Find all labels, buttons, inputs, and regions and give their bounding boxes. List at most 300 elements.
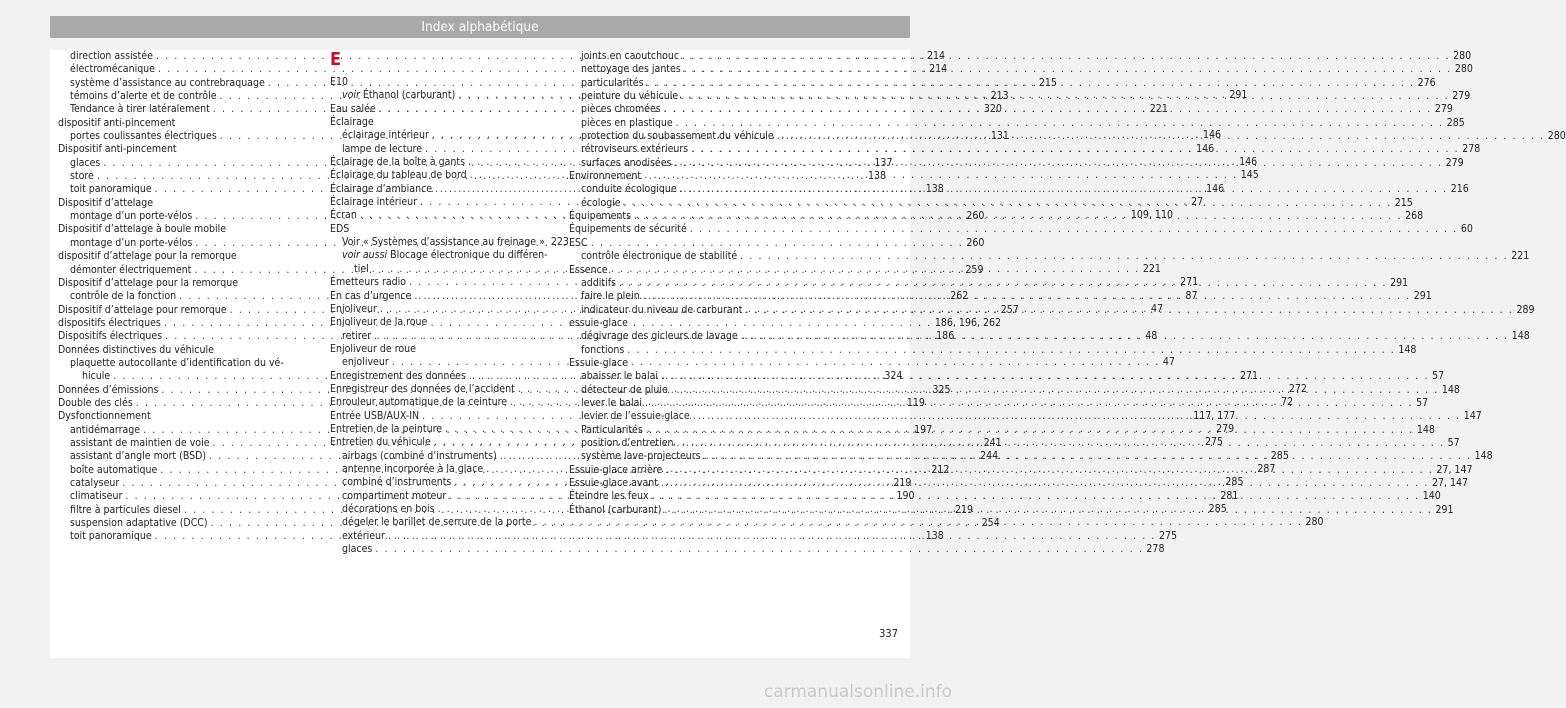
dot-leader xyxy=(619,277,1387,290)
index-term xyxy=(569,357,628,370)
index-term xyxy=(70,450,206,463)
index-term xyxy=(569,223,687,236)
dot-leader xyxy=(665,464,1433,477)
index-page-ref: 146 xyxy=(1239,156,1258,169)
index-page-ref: 279 xyxy=(1452,90,1471,103)
index-term xyxy=(70,237,192,250)
index-page-ref: 254 xyxy=(981,517,1000,530)
dot-leader xyxy=(647,77,1415,90)
index-term-text: extérieur xyxy=(342,529,385,542)
dot-leader xyxy=(740,250,1508,263)
index-term xyxy=(330,116,374,129)
index-page-ref: 325 xyxy=(932,383,951,396)
index-term-text: glaces xyxy=(342,543,373,556)
index-term xyxy=(581,330,738,343)
index-term-text: lampe de lecture xyxy=(342,142,423,155)
index-term-text: toit panoramique xyxy=(70,530,152,543)
index-term-text: Eau salée xyxy=(330,102,376,115)
index-term xyxy=(569,237,588,250)
index-page-ref: 291 xyxy=(1435,503,1454,516)
index-term xyxy=(569,264,608,277)
index-term xyxy=(330,183,432,196)
index-page-ref: 60 xyxy=(1460,223,1473,236)
index-term-text: fonctions xyxy=(581,343,625,356)
index-page-ref: 48 xyxy=(1145,329,1158,342)
section-letter: E xyxy=(330,49,342,70)
dot-leader xyxy=(690,223,1458,236)
index-entry xyxy=(569,343,1417,357)
index-page-ref: 119 xyxy=(906,396,925,409)
index-term xyxy=(581,344,624,357)
index-term xyxy=(581,290,640,303)
index-entry xyxy=(330,236,569,249)
index-term-text: Éteindre les feux xyxy=(569,490,649,503)
index-term xyxy=(581,410,690,423)
index-term-text: combiné d’instruments xyxy=(342,476,452,489)
index-term-text: montage d’un porte-vélos xyxy=(70,236,193,249)
index-term-text: Enregistrement des données xyxy=(330,369,466,382)
index-term xyxy=(342,476,451,489)
index-term xyxy=(581,384,668,397)
dot-leader xyxy=(680,183,1448,196)
index-term-text: Dispositif d’attelage xyxy=(58,196,154,209)
index-term xyxy=(569,210,631,223)
dot-leader xyxy=(634,210,1402,223)
index-term-text: faire le plein xyxy=(581,290,640,303)
index-term-text: Enregistreur des données de l’accident xyxy=(330,382,515,395)
index-term xyxy=(58,117,175,130)
index-page-ref: 131 xyxy=(990,130,1009,143)
index-page-ref: 47 xyxy=(1150,302,1163,315)
index-term xyxy=(581,370,658,383)
index-page-ref: 221 xyxy=(1142,262,1161,275)
index-page-ref: 275 xyxy=(1204,436,1223,449)
index-entry xyxy=(58,410,293,423)
index-term-text: position d’entretien xyxy=(581,436,674,449)
index-page-ref: 109, 110 xyxy=(1130,209,1173,222)
index-term xyxy=(70,464,157,477)
index-entry xyxy=(569,170,804,183)
index-term xyxy=(569,317,628,330)
index-term xyxy=(581,437,674,450)
index-term xyxy=(581,77,644,90)
index-term xyxy=(58,143,177,156)
index-term xyxy=(70,437,210,450)
index-entry xyxy=(330,76,565,89)
dot-leader xyxy=(682,50,1450,63)
index-term xyxy=(70,504,181,517)
index-term-text: Entretien de la peinture xyxy=(330,422,443,435)
index-term xyxy=(342,450,497,463)
index-page-ref: 281 xyxy=(1220,489,1239,502)
index-term xyxy=(330,343,416,356)
index-term xyxy=(70,357,284,370)
index-page-ref: 214 xyxy=(929,63,948,76)
index-term xyxy=(70,170,94,183)
index-term-text: filtre à particules diesel xyxy=(70,503,181,516)
dot-leader xyxy=(671,384,1439,397)
index-page-ref: 285 xyxy=(1446,116,1465,129)
index-term-text: enjoliveur xyxy=(342,356,389,369)
dot-leader xyxy=(661,477,1429,490)
dot-leader xyxy=(674,157,1442,170)
index-page-ref: 87 xyxy=(1185,289,1198,302)
index-page-ref: 138 xyxy=(925,530,944,543)
index-term-text: surfaces anodisées xyxy=(581,156,672,169)
index-term-text: Éthanol (carburant) xyxy=(569,503,662,516)
index-term-text: conduite écologique xyxy=(581,183,677,196)
index-term-text: tiel xyxy=(354,262,369,275)
index-term xyxy=(342,530,385,543)
index-term xyxy=(330,303,377,316)
index-term-text: antidémarrage xyxy=(70,423,141,436)
index-term-text: Enjoliveur xyxy=(330,302,377,315)
index-term xyxy=(581,304,742,317)
index-page-ref: 27 xyxy=(1191,196,1204,209)
index-page-ref: 262 xyxy=(950,290,969,303)
index-page-ref: 186 xyxy=(936,330,955,343)
dot-leader xyxy=(534,516,1302,529)
page-number: 337 xyxy=(879,627,898,640)
index-page-ref: 260 xyxy=(966,210,985,223)
index-term xyxy=(342,236,545,249)
dot-leader xyxy=(375,543,1143,556)
dot-leader xyxy=(624,197,1392,210)
index-term-text: indicateur du niveau de carburant xyxy=(581,303,743,316)
index-page-ref: 279 xyxy=(1445,156,1464,169)
index-page-ref: 280 xyxy=(1547,130,1566,143)
index-see-reference: voir xyxy=(342,89,360,102)
index-term-text: Dispositifs électriques xyxy=(58,330,163,343)
index-entry xyxy=(58,223,293,236)
index-term-text: abaisser le balai xyxy=(581,370,659,383)
index-page-ref: 320 xyxy=(983,103,1002,116)
index-term xyxy=(342,463,483,476)
index-term xyxy=(330,209,357,222)
dot-leader xyxy=(627,344,1395,357)
index-page-ref: 291 xyxy=(1229,89,1248,102)
index-term xyxy=(581,197,621,210)
index-term-text: écologie xyxy=(581,196,621,209)
index-term xyxy=(342,356,389,369)
index-term-text: store xyxy=(70,170,94,183)
index-page-ref: 271 xyxy=(1239,369,1258,382)
index-term-text: dégeler le barillet de serrure de la porte xyxy=(342,516,532,529)
index-term-text: essuie-glace xyxy=(569,316,628,329)
index-see-reference: voir aussi xyxy=(342,249,388,262)
index-term-text: assistant de maintien de voie xyxy=(70,436,210,449)
index-entry xyxy=(330,343,565,356)
index-page-ref: 221 xyxy=(1511,250,1530,263)
index-term-text: détecteur de pluie xyxy=(581,383,668,396)
index-term-text: Entrée USB/AUX-IN xyxy=(330,409,420,422)
index-page-ref: 280 xyxy=(1454,63,1473,76)
dot-leader xyxy=(664,103,1432,116)
index-term xyxy=(342,143,422,156)
index-term-text: éclairage intérieur xyxy=(342,129,429,142)
index-page-ref: 57 xyxy=(1416,396,1429,409)
index-term xyxy=(70,530,152,543)
index-term-text: glaces xyxy=(70,156,101,169)
index-term xyxy=(342,330,371,343)
index-term xyxy=(330,436,431,449)
index-term-text: Environnement xyxy=(569,170,642,183)
index-term-text: Données distinctives du véhicule xyxy=(58,343,214,356)
index-page-ref: 280 xyxy=(1305,516,1324,529)
index-term-text: levier de l’essuie-glace xyxy=(581,410,690,423)
dot-leader xyxy=(388,530,1156,543)
index-page-ref: 145 xyxy=(1240,169,1259,182)
index-term xyxy=(581,424,643,437)
index-page-ref: 57 xyxy=(1432,370,1445,383)
index-term xyxy=(581,143,688,156)
index-term-text: Enjoliveur de la roue xyxy=(330,316,428,329)
index-term xyxy=(330,316,427,329)
dot-leader xyxy=(643,290,1411,303)
index-term-text: Dispositif d’attelage pour la remorque xyxy=(58,276,239,289)
dot-leader xyxy=(652,490,1420,503)
index-term-text: suspension adaptative (DCC) xyxy=(70,517,208,530)
dot-leader xyxy=(645,397,1413,410)
index-term-text: Voir « Systèmes d’assistance au freinage » xyxy=(342,236,545,249)
index-term xyxy=(354,263,369,276)
index-page-ref: 47 xyxy=(1162,356,1175,369)
index-entry xyxy=(58,277,293,290)
index-term xyxy=(342,503,435,516)
index-page-ref: 148 xyxy=(1511,330,1530,343)
index-page-ref: 213 xyxy=(990,90,1009,103)
index-page-ref: 279 xyxy=(1216,422,1235,435)
index-term xyxy=(58,330,162,343)
index-term xyxy=(581,157,671,170)
index-term-text: Enrouleur automatique de la ceinture xyxy=(330,396,508,409)
index-page-ref: 147 xyxy=(1463,410,1482,423)
index-term xyxy=(70,103,210,116)
index-term-text: Particularités xyxy=(581,423,643,436)
index-term xyxy=(70,63,155,76)
index-term-text: électromécanique xyxy=(70,63,155,76)
index-term xyxy=(70,90,217,103)
index-term-text: E10 xyxy=(330,76,348,88)
index-page-ref: 27, 147 xyxy=(1432,477,1469,489)
dot-leader xyxy=(681,90,1449,103)
index-term xyxy=(569,170,641,183)
index-term-text: contrôle électronique de stabilité xyxy=(581,250,738,263)
index-term xyxy=(70,157,100,170)
index-page-ref: 241 xyxy=(983,436,1002,449)
index-entry xyxy=(569,223,1473,236)
index-page-ref: 146 xyxy=(1196,142,1215,155)
index-term-text: montage d’un porte-vélos xyxy=(70,210,193,223)
index-term xyxy=(70,77,265,90)
dot-leader xyxy=(664,504,1432,517)
index-page-ref: 272 xyxy=(1288,382,1307,395)
dot-leader xyxy=(677,437,1445,450)
index-page-ref: 138 xyxy=(925,183,944,196)
index-term-text: Éclairage d’ambiance xyxy=(330,182,433,195)
index-term xyxy=(70,490,122,503)
index-term-text: décorations en bois xyxy=(342,503,435,515)
index-page-ref: 287 xyxy=(1257,462,1276,475)
index-term-text: toit panoramique xyxy=(70,183,152,196)
index-page-ref: 140 xyxy=(1422,490,1441,503)
index-term-text: Données d’émissions xyxy=(58,383,159,396)
index-term-text: rétroviseurs extérieurs xyxy=(581,143,689,156)
index-term-text: boîte automatique xyxy=(70,463,158,476)
index-page-ref: 275 xyxy=(1159,529,1178,542)
dot-leader xyxy=(676,117,1444,130)
index-page-ref: 289 xyxy=(1516,303,1535,316)
index-term xyxy=(569,477,658,490)
index-page-ref: 27, 147 xyxy=(1436,463,1473,476)
index-page-ref: 214 xyxy=(926,50,945,62)
index-entry xyxy=(58,117,293,130)
index-term-text: dispositif d’attelage pour la remorque xyxy=(58,250,237,263)
index-term xyxy=(58,277,238,290)
index-term-text: Blocage électronique du différen- xyxy=(387,249,548,262)
index-term xyxy=(70,290,176,303)
index-term-text: pièces en plastique xyxy=(581,116,673,129)
index-term xyxy=(330,169,467,182)
index-page-ref: 148 xyxy=(1416,423,1435,436)
index-page-ref: 280 xyxy=(1453,50,1472,62)
index-term xyxy=(330,223,349,236)
index-term xyxy=(581,90,678,103)
index-term xyxy=(330,103,376,116)
index-term-text: Essuie-glace xyxy=(569,356,629,369)
index-term xyxy=(581,183,677,196)
index-term-text: Essuie-glace avant xyxy=(569,477,658,489)
index-term-text: Dispositif d’attelage pour remorque xyxy=(58,303,227,316)
index-term xyxy=(330,196,417,209)
index-term-text: système lave-projecteurs xyxy=(581,450,701,463)
index-term xyxy=(342,249,548,262)
index-page-ref: 137 xyxy=(874,156,893,169)
index-page-ref: 219 xyxy=(954,503,973,516)
index-term xyxy=(70,183,152,196)
index-term-text: Éclairage du tableau de bord xyxy=(330,169,467,182)
index-term-text: Essuie-glace arrière xyxy=(569,463,663,476)
index-entry xyxy=(330,316,565,329)
index-term xyxy=(581,250,737,263)
index-page-ref: 148 xyxy=(1441,383,1460,396)
dot-leader xyxy=(693,410,1461,423)
index-term xyxy=(58,344,214,357)
index-page-ref: 216 xyxy=(1450,183,1469,196)
index-term xyxy=(330,423,442,436)
page-header xyxy=(50,16,910,38)
index-term xyxy=(569,504,661,517)
index-term-text: compartiment moteur xyxy=(342,489,447,502)
index-term xyxy=(58,410,151,423)
index-term-text: portes coulissantes électriques xyxy=(70,130,217,143)
index-page-ref: 215 xyxy=(1038,76,1057,89)
index-entry xyxy=(330,223,565,236)
index-term-text: dispositif anti-pincement xyxy=(58,116,176,129)
index-entry xyxy=(330,543,1165,556)
index-term xyxy=(581,450,701,463)
index-term xyxy=(342,89,455,102)
index-term-text: climatiseur xyxy=(70,490,123,503)
index-page-ref: 186, 196, 262 xyxy=(934,316,1001,329)
dot-leader xyxy=(684,63,1452,76)
index-term xyxy=(58,250,237,263)
index-entry xyxy=(569,264,804,277)
index-page-ref: 268 xyxy=(1405,210,1424,223)
index-entry xyxy=(58,357,293,370)
index-term-text: pièces chromées xyxy=(581,103,661,116)
index-term-text: retirer xyxy=(342,329,372,342)
index-term xyxy=(58,197,153,210)
index-entry xyxy=(569,250,1530,263)
index-term-text: protection du soubassement du véhicule xyxy=(581,130,774,143)
index-term xyxy=(58,317,161,330)
index-term-text: assistant d’angle mort (BSD) xyxy=(70,450,207,463)
index-page-ref: 197 xyxy=(914,423,933,436)
index-page-ref: 278 xyxy=(1146,543,1165,556)
dot-leader xyxy=(777,130,1545,143)
index-entry xyxy=(569,357,804,370)
index-term xyxy=(581,50,679,63)
index-term xyxy=(70,264,191,277)
index-page-ref: 285 xyxy=(1225,476,1244,489)
index-term-text: contrôle de la fonction xyxy=(70,290,177,303)
index-page-ref: 278 xyxy=(1462,143,1481,156)
index-term-text: démonter électriquement xyxy=(70,263,192,276)
index-term xyxy=(70,424,140,437)
index-page-ref: 223 xyxy=(550,236,569,249)
index-term-text: En cas d’urgence xyxy=(330,289,412,302)
index-term-text: Éclairage de la boîte à gants xyxy=(330,156,466,169)
index-page-ref: 57 xyxy=(1447,436,1460,449)
index-term-text: Écran xyxy=(330,209,357,222)
index-term xyxy=(342,129,429,142)
index-term-text: additifs xyxy=(581,276,616,289)
index-page-ref: 260 xyxy=(966,236,985,249)
index-term-text: Enjoliveur de roue xyxy=(330,342,416,355)
index-term xyxy=(82,370,110,383)
index-entry xyxy=(569,317,804,330)
index-term xyxy=(58,223,226,236)
index-term xyxy=(581,397,642,410)
index-entry xyxy=(330,249,565,262)
index-page-ref: 291 xyxy=(1413,290,1432,303)
index-term xyxy=(330,396,507,409)
index-page-ref: 146 xyxy=(1202,129,1221,142)
index-page-ref: 244 xyxy=(980,450,999,463)
index-term-text: ESC xyxy=(569,236,588,249)
index-term xyxy=(58,397,133,410)
index-term xyxy=(70,210,192,223)
index-term-text: peinture du véhicule xyxy=(581,90,679,103)
index-term xyxy=(342,543,372,556)
index-term-text: Entretien du véhicule xyxy=(330,436,431,449)
index-page-ref: 117, 177 xyxy=(1193,409,1236,422)
index-term-text: airbags (combiné d’instruments) xyxy=(342,449,497,462)
index-entry xyxy=(58,250,293,263)
index-term xyxy=(330,383,515,396)
index-term xyxy=(70,130,217,143)
index-page-ref: 72 xyxy=(1281,396,1294,409)
index-term xyxy=(342,490,446,503)
dot-leader xyxy=(646,424,1414,437)
index-page-ref: 146 xyxy=(1206,182,1225,195)
index-term-text: plaquette autocollante d’identification du vé- xyxy=(70,356,284,369)
index-term xyxy=(58,384,158,397)
index-term-text: Double des clés xyxy=(58,396,133,409)
index-term xyxy=(342,516,531,529)
index-page-ref: 291 xyxy=(1390,276,1409,289)
